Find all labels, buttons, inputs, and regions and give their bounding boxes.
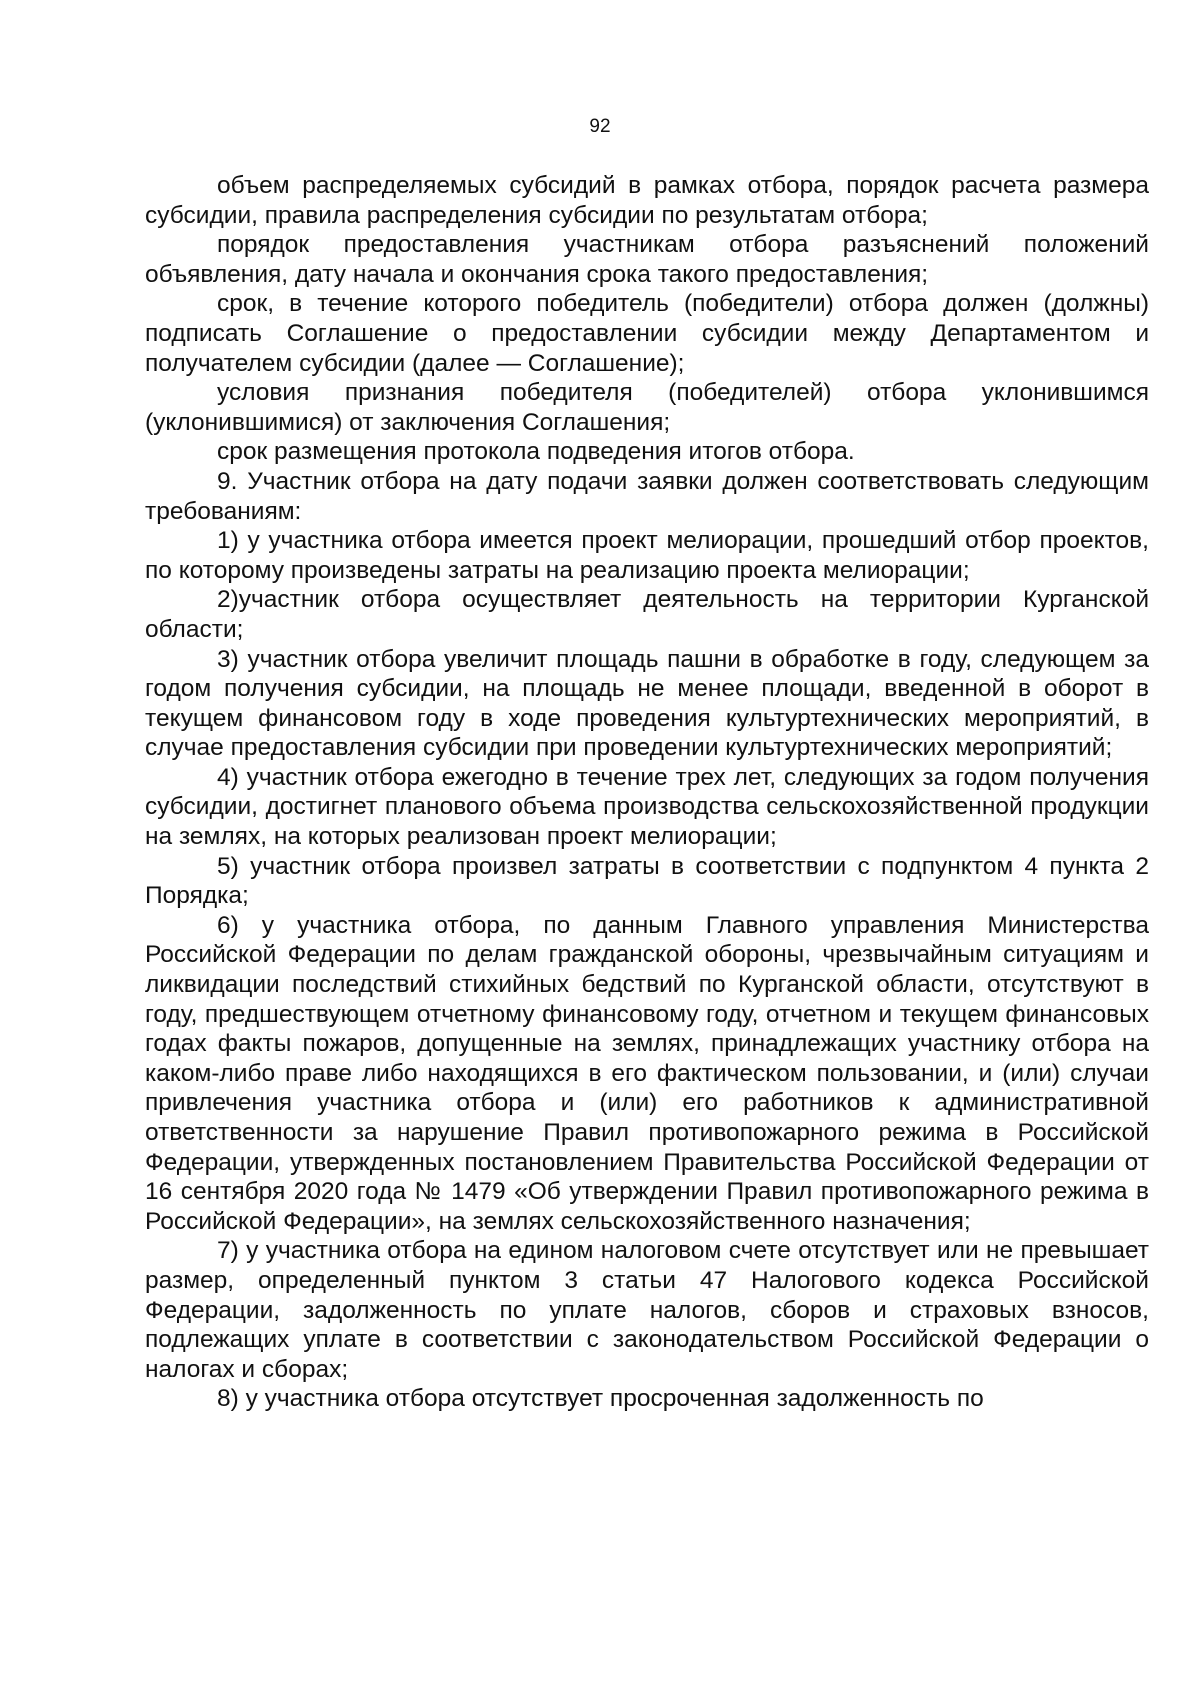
page-number: 92	[589, 116, 611, 137]
paragraph: условия признания победителя (победителей) отбора уклонившимся (уклонившимися) от заключения Соглашения;	[145, 379, 1149, 436]
paragraph: 6) у участника отбора, по данным Главного управления Министерства Российской Федерации по делам гражданской обороны, чрезвычайным ситуациям и ликвидации последствий стихийных бедствий по Курганской области, отсутствуют в году, предшествующем отчетному финансовому году, отчетном и текущем финансовых годах факты пожаров, допущенные на землях, принадлежащих участнику отбора на каком-либо праве либо находящихся в его фактическом пользовании, и (или) случаи привлечения участника отбора и (или) его работников к административной ответственности за нарушение Правил противопожарного режима в Российской Федерации, утвержденных постановлением Правительства Российской Федерации от 16 сентября 2020 года № 1479 «Об утверждении Правил противопожарного режима в Российской Федерации», на землях сельскохозяйственного назначения;	[145, 911, 1149, 1235]
paragraph: 4) участник отбора ежегодно в течение трех лет, следующих за годом получения субсидии, достигнет планового объема производства сельскохозяйственной продукции на землях, на которых реализован проект мелиорации;	[145, 763, 1149, 851]
paragraph: объем распределяемых субсидий в рамках отбора, порядок расчета размера субсидии, правила распределения субсидии по результатам отбора;	[145, 172, 1149, 229]
paragraph: 5) участник отбора произвел затраты в соответствии с подпунктом 4 пункта 2 Порядка;	[145, 852, 1149, 910]
paragraph: 8) у участника отбора отсутствует просроченная задолженность по	[217, 1385, 984, 1413]
paragraph: порядок предоставления участникам отбора разъяснений положений объявления, дату начала и окончания срока такого предоставления;	[145, 231, 1149, 288]
paragraph: срок размещения протокола подведения итогов отбора.	[217, 438, 855, 466]
paragraph: срок, в течение которого победитель (победители) отбора должен (должны) подписать Соглашение о предоставлении субсидии между Департаментом и получателем субсидии (далее — Соглашение);	[145, 290, 1149, 377]
paragraph: 7) у участника отбора на едином налоговом счете отсутствует или не превышает размер, определенный пунктом 3 статьи 47 Налогового кодекса Российской Федерации, задолженность по уплате налогов, сборов и страховых взносов, подлежащих уплате в соответствии с законодательством Российской Федерации о налогах и сборах;	[145, 1237, 1149, 1383]
paragraph: 2)участник отбора осуществляет деятельность на территории Курганской области;	[145, 586, 1149, 643]
paragraph: 9. Участник отбора на дату подачи заявки должен соответствовать следующим требованиям:	[145, 467, 1149, 525]
paragraph: 3) участник отбора увеличит площадь пашни в обработке в году, следующем за годом получения субсидии, на площадь не менее площади, введенной в оборот в текущем финансовом году в ходе проведения культуртехнических мероприятий, в случае предоставления субсидии при проведении культуртехнических мероприятий;	[145, 645, 1149, 762]
paragraph: 1) у участника отбора имеется проект мелиорации, прошедший отбор проектов, по которому произведены затраты на реализацию проекта мелиорации;	[145, 527, 1149, 584]
document-body	[145, 171, 1149, 1414]
